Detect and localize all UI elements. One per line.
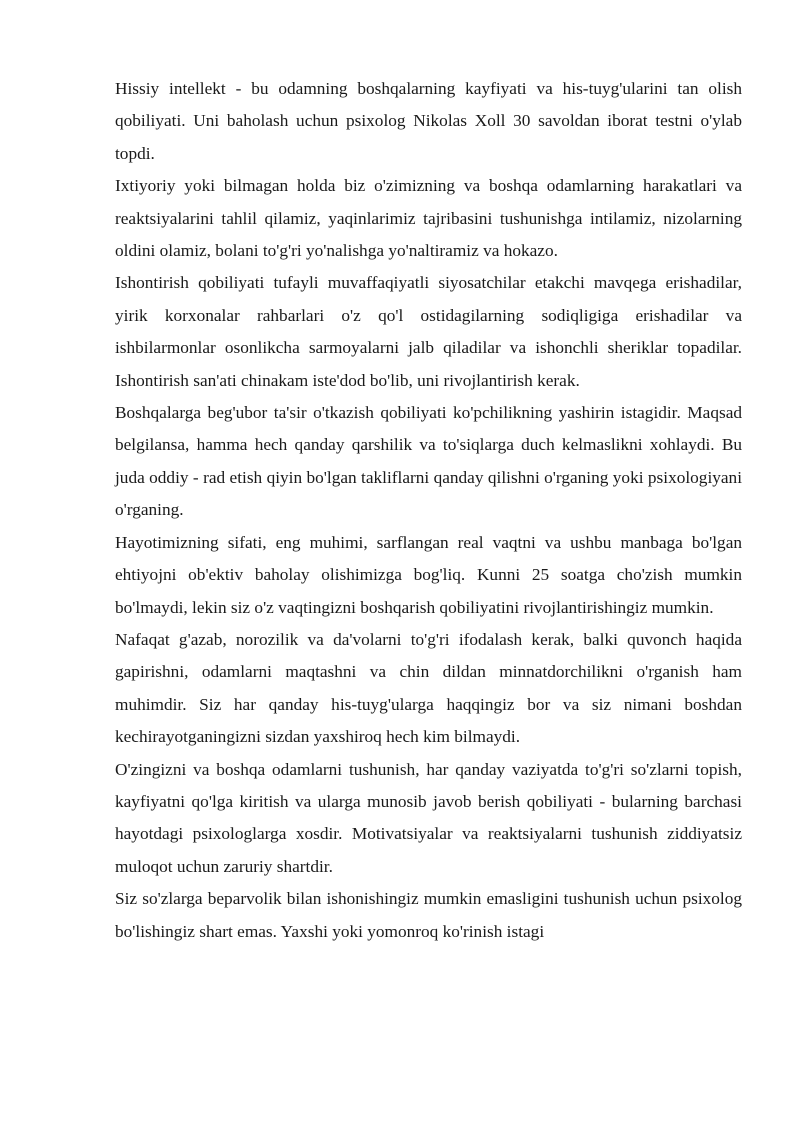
paragraph-2: Ixtiyoriy yoki bilmagan holda biz o'zimizning va boshqa odamlarning harakatlari va reaktsiyalarini tahlil qilamiz, yaqinlarimiz tajribasini tushunishga intilamiz, nizolarning oldini olamiz, bolani to'g'ri yo'nalishga yo'naltiramiz va hokazo. xyxy=(115,176,742,261)
document-body xyxy=(115,73,742,948)
paragraph-1: Hissiy intellekt - bu odamning boshqalarning kayfiyati va his-tuyg'ularini tan olish qobiliyati. Uni baholash uchun psixolog Nikolas Xoll 30 savoldan iborat testni o'ylab topdi. xyxy=(115,79,742,163)
paragraph-5: Hayotimizning sifati, eng muhimi, sarflangan real vaqtni va ushbu manbaga bo'lgan ehtiyojni ob'ektiv baholay olishimizga bog'liq. Kunni 25 soatga cho'zish mumkin bo'lmaydi, lekin siz o'z vaqtingizni boshqarish qobiliyatini rivojlantirishingiz mumkin. xyxy=(115,532,742,617)
paragraph-3: Ishontirish qobiliyati tufayli muvaffaqiyatli siyosatchilar etakchi mavqega erishadilar, yirik korxonalar rahbarlari o'z qo'l ostidagilarning sodiqligiga erishadilar va ishbilarmonlar osonlikcha sarmoyalarni jalb qiladilar va ishonchli sheriklar topadilar. Ishontirish san'ati chinakam iste'dod bo'lib, uni rivojlantirish kerak. xyxy=(115,273,742,390)
paragraph-8: Siz so'zlarga beparvolik bilan ishonishingiz mumkin emasligini tushunish uchun psixolog bo'lishingiz shart emas. Yaxshi yoki yomonroq ko'rinish istagi xyxy=(115,889,742,941)
paragraph-7: O'zingizni va boshqa odamlarni tushunish, har qanday vaziyatda to'g'ri so'zlarni topish, kayfiyatni qo'lga kiritish va ularga munosib javob berish qobiliyati - bularning barchasi hayotdagi psixologlarga xosdir. Motivatsiyalar va reaktsiyalarni tushunish ziddiyatsiz muloqot uchun zaruriy shartdir. xyxy=(115,759,742,876)
paragraph-4: Boshqalarga beg'ubor ta'sir o'tkazish qobiliyati ko'pchilikning yashirin istagidir. Maqsad belgilansa, hamma hech qanday qarshilik va to'siqlarga duch kelmaslikni xohlaydi. Bu juda oddiy - rad etish qiyin bo'lgan takliflarni qanday qilishni o'rganing yoki psixologiyani o'rganing. xyxy=(115,403,742,520)
paragraph-6: Nafaqat g'azab, norozilik va da'volarni to'g'ri ifodalash kerak, balki quvonch haqida gapirishni, odamlarni maqtashni va chin dildan minnatdorchilikni o'rganish ham muhimdir. Siz har qanday his-tuyg'ularga haqqingiz bor va siz nimani boshdan kechirayotganingizni sizdan yaxshiroq hech kim bilmaydi. xyxy=(115,629,742,747)
